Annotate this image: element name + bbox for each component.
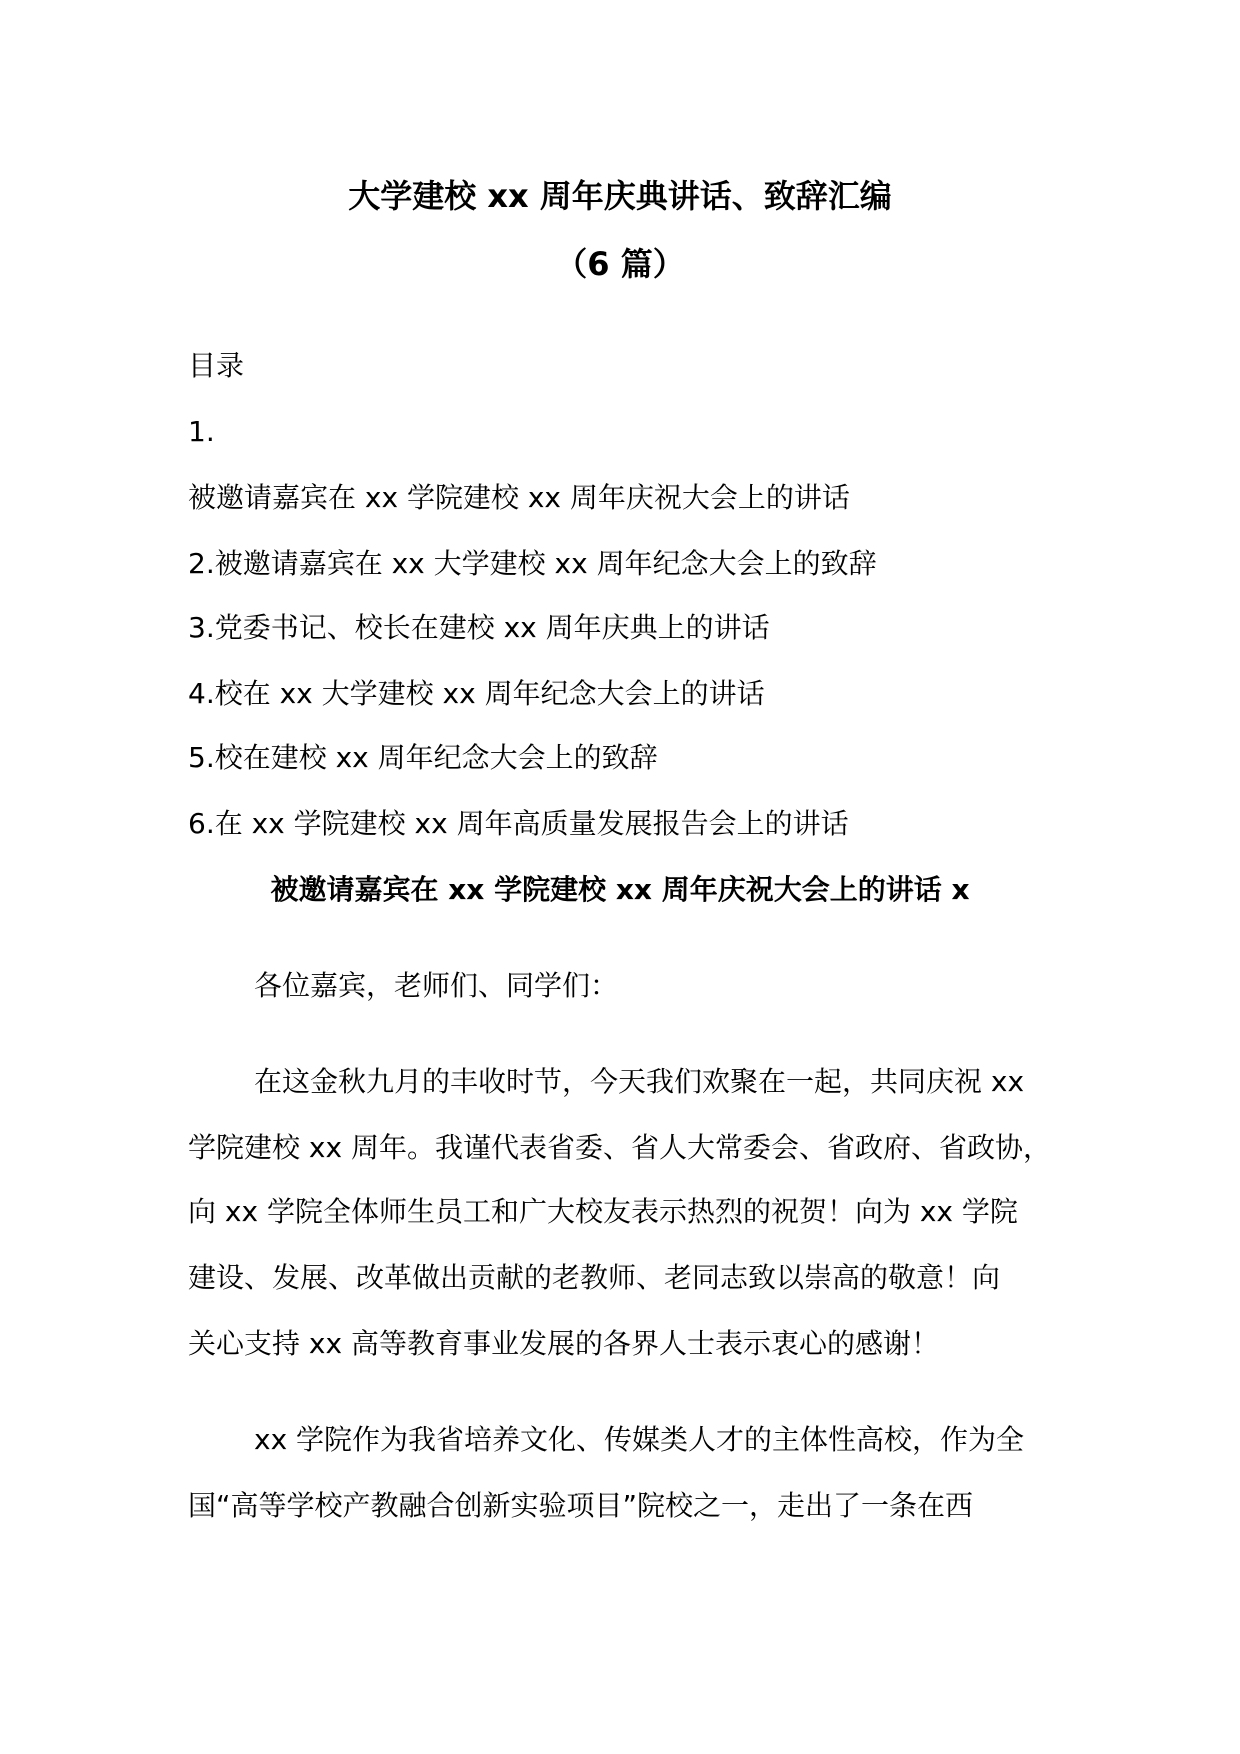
toc-item: 1. xyxy=(188,415,215,448)
toc-item: 3.党委书记、校长在建校 xx 周年庆典上的讲话 xyxy=(188,611,770,644)
toc-item: 6.在 xx 学院建校 xx 周年高质量发展报告会上的讲话 xyxy=(188,807,849,840)
document-title: 大学建校 xx 周年庆典讲话、致辞汇编 xyxy=(348,177,892,215)
document-subtitle: （6 篇） xyxy=(555,245,685,283)
paragraph-line: 关心支持 xx 高等教育事业发展的各界人士表示衷心的感谢！ xyxy=(188,1327,939,1360)
toc-item: 被邀请嘉宾在 xx 学院建校 xx 周年庆祝大会上的讲话 xyxy=(188,481,850,514)
paragraph-line: xx 学院作为我省培养文化、传媒类人才的主体性高校，作为全 xyxy=(254,1423,1025,1456)
salutation: 各位嘉宾，老师们、同学们： xyxy=(254,969,619,1002)
toc-item: 4.校在 xx 大学建校 xx 周年纪念大会上的讲话 xyxy=(188,677,765,710)
section-title: 被邀请嘉宾在 xx 学院建校 xx 周年庆祝大会上的讲话 x xyxy=(270,873,970,906)
paragraph-line: 在这金秋九月的丰收时节，今天我们欢聚在一起，共同庆祝 xx xyxy=(254,1065,1025,1098)
toc-heading: 目录 xyxy=(188,349,245,382)
paragraph-line: 建设、发展、改革做出贡献的老教师、老同志致以崇高的敬意！向 xyxy=(188,1261,1001,1294)
paragraph-line: 向 xx 学院全体师生员工和广大校友表示热烈的祝贺！向为 xx 学院 xyxy=(188,1195,1018,1228)
paragraph-line: 国“高等学校产教融合创新实验项目”院校之一，走出了一条在西 xyxy=(188,1489,974,1522)
toc-item: 2.被邀请嘉宾在 xx 大学建校 xx 周年纪念大会上的致辞 xyxy=(188,547,877,580)
paragraph-line: 学院建校 xx 周年。我谨代表省委、省人大常委会、省政府、省政协， xyxy=(188,1131,1051,1164)
toc-item: 5.校在建校 xx 周年纪念大会上的致辞 xyxy=(188,741,658,774)
